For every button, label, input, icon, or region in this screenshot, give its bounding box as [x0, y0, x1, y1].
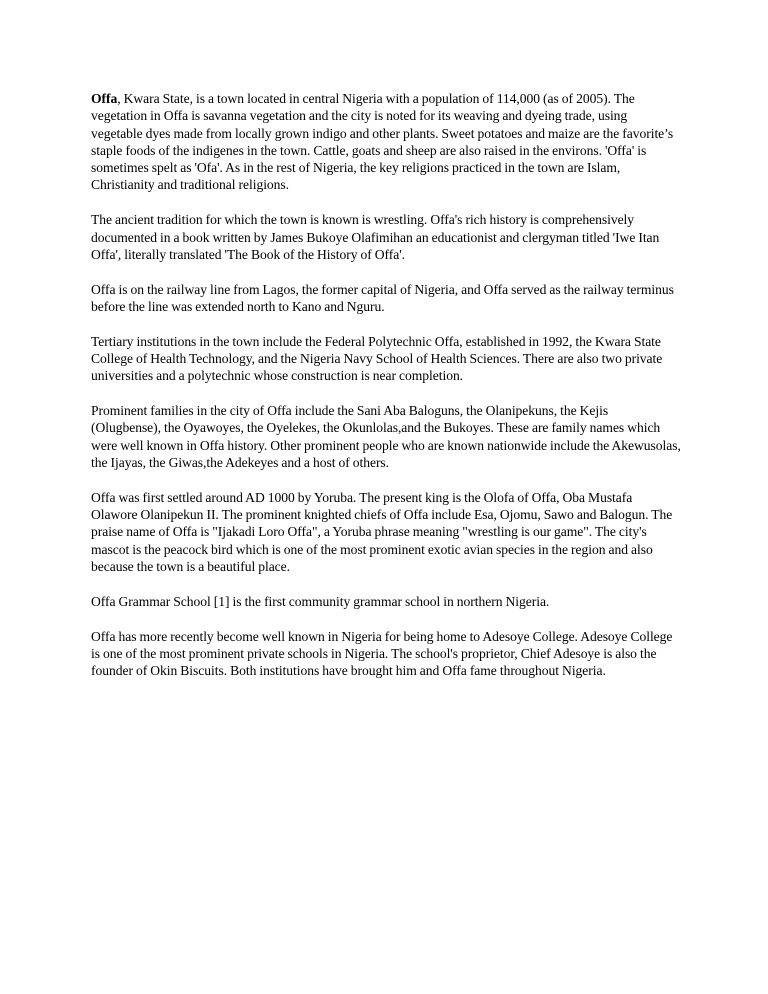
paragraph-settlement-king: Offa was first settled around AD 1000 by Yoruba. The present king is the Olofa of Offa, Oba Mustafa Olawore Olanipekun II. The prominent knighted chiefs of Offa include Esa, Ojomu, Sawo and Balogun. The praise name of Offa is "Ijakadi Loro Offa", a Yoruba phrase meaning "wrestling is our game". The city's mascot is the peacock bird which is one of the most prominent exotic avian species in the region and also because the town is a beautiful place. [91, 489, 673, 575]
paragraph-tertiary-institutions: Tertiary institutions in the town include the Federal Polytechnic Offa, established in 1992, the Kwara State College of Health Technology, and the Nigeria Navy School of Health Sciences. There are also two private universities and a polytechnic whose construction is near completion. [91, 333, 663, 384]
paragraph-intro-text: , Kwara State, is a town located in central Nigeria with a population of 114,000 (as of 2005). The vegetation in Offa is savanna vegetation and the city is noted for its weaving and dyeing trade, using vegetable dyes made from locally grown indigo and other plants. Sweet potatoes and maize are the favorite’s staple foods of the indigenes in the town. Cattle, goats and sheep are also raised in the environs. 'Offa' is sometimes spelt as 'Ofa'. As in the rest of Nigeria, the key religions practiced in the town are Islam, Christianity and traditional religions. [91, 91, 674, 193]
lead-term: Offa [91, 91, 118, 106]
paragraph-railway: Offa is on the railway line from Lagos, the former capital of Nigeria, and Offa served as the railway terminus before the line was extended north to Kano and Nguru. [91, 281, 674, 314]
document-page [91, 90, 681, 697]
paragraph-adesoye-college: Offa has more recently become well known in Nigeria for being home to Adesoye College. Adesoye College is one of the most prominent private schools in Nigeria. The school's proprietor, Chief Adesoye is also the founder of Okin Biscuits. Both institutions have brought him and Offa fame throughout Nigeria. [91, 628, 673, 679]
paragraph-grammar-school: Offa Grammar School [1] is the first community grammar school in northern Nigeria. [91, 593, 550, 609]
paragraph-intro [91, 90, 681, 194]
paragraph-prominent-families: Prominent families in the city of Offa include the Sani Aba Baloguns, the Olanipekuns, the Kejis (Olugbense), the Oyawoyes, the Oyelekes, the Okunlolas,and the Bukoyes. These are family names which were well known in Offa history. Other prominent people who are known nationwide include the Akewusolas, the Ijayas, the Giwas,the Adekeyes and a host of others. [91, 403, 681, 471]
paragraph-wrestling-history: The ancient tradition for which the town is known is wrestling. Offa's rich history is comprehensively documented in a book written by James Bukoye Olafimihan an educationist and clergyman titled 'Iwe Itan Offa', literally translated 'The Book of the History of Offa'. [91, 212, 660, 262]
